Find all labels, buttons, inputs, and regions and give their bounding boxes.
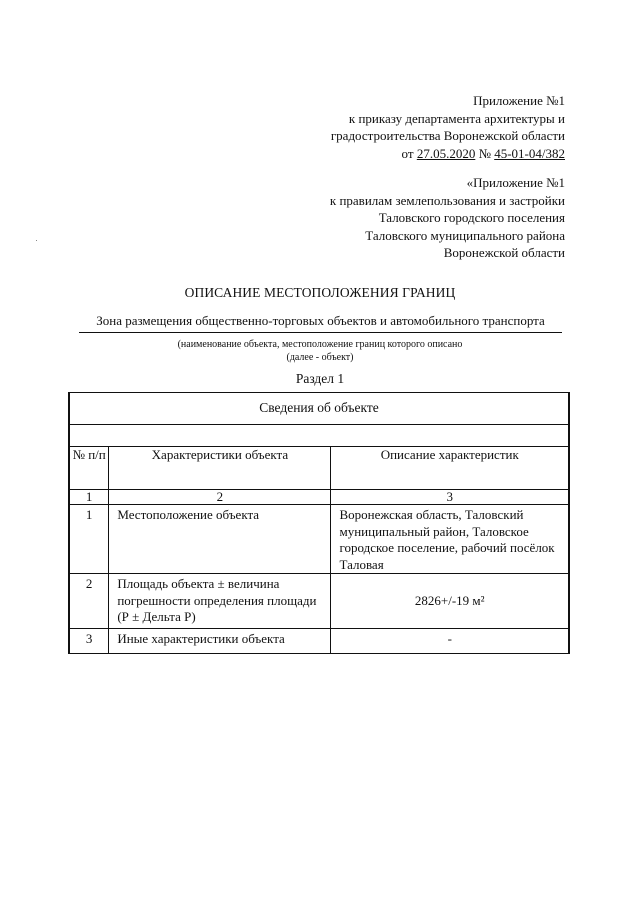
document-title: ОПИСАНИЕ МЕСТОПОЛОЖЕНИЯ ГРАНИЦ — [184, 285, 456, 300]
appendix-line: Таловского городского поселения — [378, 210, 565, 225]
order-date: 27.05.2020 — [416, 145, 476, 161]
header-num: № п/п — [69, 447, 109, 490]
appendix-line: к правилам землепользования и застройки — [329, 192, 565, 208]
appendix-title: «Приложение №1 — [466, 175, 565, 190]
row-description: Воронежская область, Таловский муниципальный район, Таловское городское поселение, рабочий посёлок Таловая — [331, 505, 569, 574]
from-prefix: от — [401, 145, 414, 161]
order-date-number — [331, 145, 565, 163]
number-prefix: № — [478, 145, 491, 161]
row-num: 3 — [69, 629, 109, 654]
row-num: 1 — [69, 505, 109, 574]
col-number: 3 — [331, 490, 569, 505]
row-characteristic: Площадь объекта ± величина погрешности определения площади (Р ± Дельта Р) — [109, 574, 331, 629]
row-characteristic: Местоположение объекта — [109, 505, 331, 574]
order-number: 45-01-04/382 — [494, 145, 565, 161]
appendix-line: градостроительства Воронежской области — [330, 128, 565, 143]
appendix-line: Воронежской области — [443, 245, 565, 260]
appendix-header-order — [331, 92, 565, 162]
section-title: Раздел 1 — [295, 371, 345, 386]
scan-speck — [36, 240, 37, 241]
caption-line: (далее - объект) — [286, 352, 354, 363]
col-number: 1 — [69, 490, 109, 505]
header-description: Описание характеристик — [331, 447, 569, 490]
table-title: Сведения об объекте — [69, 393, 569, 425]
appendix-title: Приложение №1 — [473, 93, 565, 108]
appendix-line: Таловского муниципального района — [365, 227, 565, 243]
table-row — [69, 629, 569, 654]
row-num: 2 — [69, 574, 109, 629]
appendix-line: к приказу департамента архитектуры и — [348, 110, 565, 126]
row-description: 2826+/-19 м² — [331, 574, 569, 629]
row-characteristic: Иные характеристики объекта — [109, 629, 331, 654]
caption-line: (наименование объекта, местоположение границ которого описано — [177, 339, 463, 350]
col-number: 2 — [109, 490, 331, 505]
zone-name: Зона размещения общественно-торговых объектов и автомобильного транспорта — [79, 313, 562, 333]
table-row — [69, 574, 569, 629]
header-characteristic: Характеристики объекта — [109, 447, 331, 490]
table-blank-row — [69, 425, 569, 447]
appendix-header-rules — [330, 174, 565, 262]
table-row — [69, 505, 569, 574]
object-info-table — [68, 392, 570, 654]
zone-caption — [0, 338, 640, 364]
row-description: - — [331, 629, 569, 654]
